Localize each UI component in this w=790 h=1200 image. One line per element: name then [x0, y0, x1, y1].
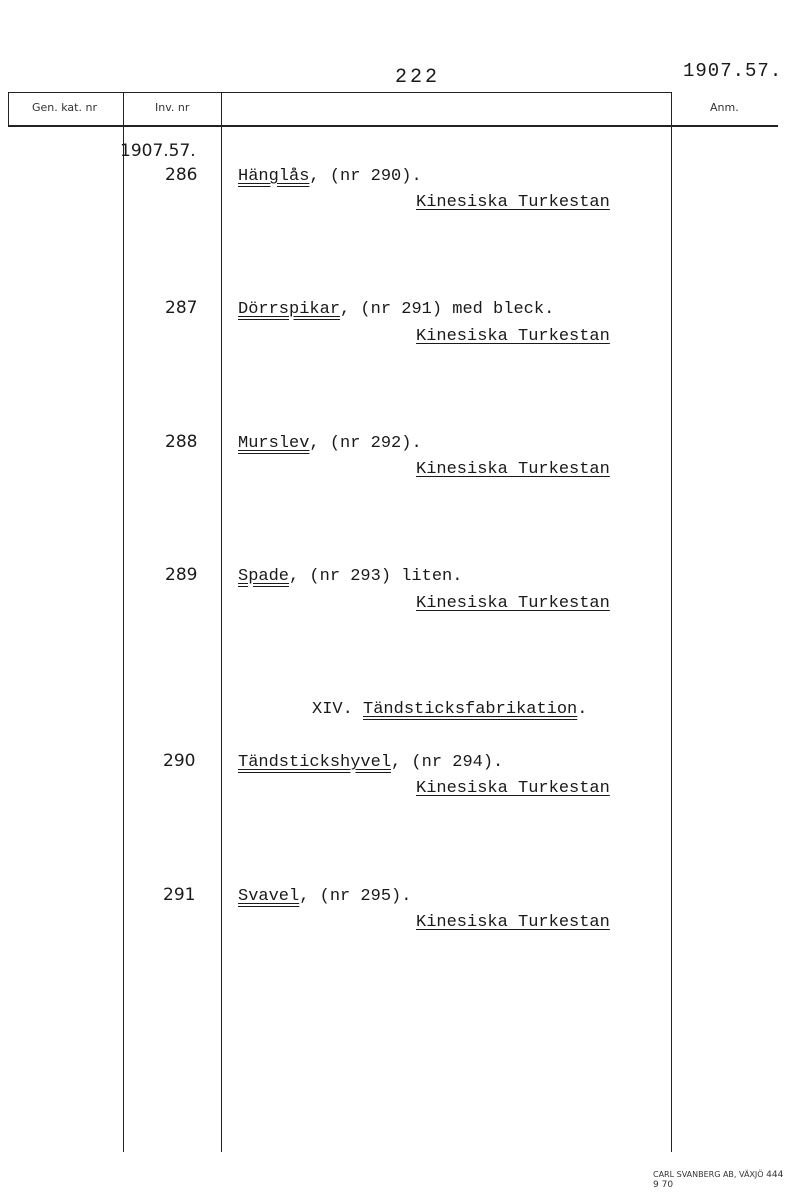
item-details: , (nr 290).	[309, 167, 422, 186]
item-details: , (nr 293) liten.	[289, 567, 463, 586]
inv-number: 289	[165, 565, 198, 585]
column-header-anm: Anm.	[710, 101, 739, 114]
entry-origin: Kinesiska Turkestan	[416, 327, 610, 346]
inv-number: 290	[163, 751, 196, 771]
printer-name: CARL SVANBERG AB, VÄXJÖ	[653, 1170, 764, 1179]
item-name: Hänglås	[238, 167, 310, 186]
item-details: , (nr 295).	[299, 887, 412, 906]
entry-description	[238, 300, 554, 319]
item-details: , (nr 292).	[309, 434, 422, 453]
item-name: Svavel	[238, 887, 300, 906]
entry-origin: Kinesiska Turkestan	[416, 460, 610, 479]
column-header-gen-kat: Gen. kat. nr	[32, 101, 97, 114]
column-header-inv: Inv. nr	[155, 101, 190, 114]
entry-origin: Kinesiska Turkestan	[416, 913, 610, 932]
section-title: Tändsticksfabrikation	[363, 700, 578, 719]
year-marker: 1907.57.	[120, 141, 196, 161]
entry-origin: Kinesiska Turkestan	[416, 779, 610, 798]
column-divider-inv	[123, 92, 124, 1152]
entry-description	[238, 434, 422, 453]
inv-number: 291	[163, 885, 196, 905]
section-heading	[312, 700, 587, 719]
inv-number: 288	[165, 432, 198, 452]
item-details: , (nr 294).	[391, 753, 504, 772]
header-top-rule	[8, 92, 672, 93]
header-year: 1907.57.	[683, 60, 783, 82]
section-numeral: XIV.	[312, 700, 364, 719]
entry-description	[238, 567, 462, 586]
column-divider-desc	[221, 92, 222, 1152]
column-divider-anm	[671, 92, 672, 1152]
printer-footer	[653, 1170, 790, 1190]
form-code: 444 9 70	[653, 1170, 784, 1190]
item-name: Spade	[238, 567, 290, 586]
item-name: Murslev	[238, 434, 310, 453]
item-name: Dörrspikar	[238, 300, 341, 319]
section-end: .	[577, 700, 588, 719]
item-details: , (nr 291) med bleck.	[340, 300, 555, 319]
column-divider-gen	[8, 92, 9, 126]
inv-number: 287	[165, 298, 198, 318]
entry-description	[238, 887, 411, 906]
entry-origin: Kinesiska Turkestan	[416, 594, 610, 613]
inv-number: 286	[165, 165, 198, 185]
entry-origin: Kinesiska Turkestan	[416, 193, 610, 212]
entry-description	[238, 167, 422, 186]
entry-description	[238, 753, 503, 772]
item-name: Tändstickshyvel	[238, 753, 392, 772]
page-number: 222	[395, 66, 441, 89]
